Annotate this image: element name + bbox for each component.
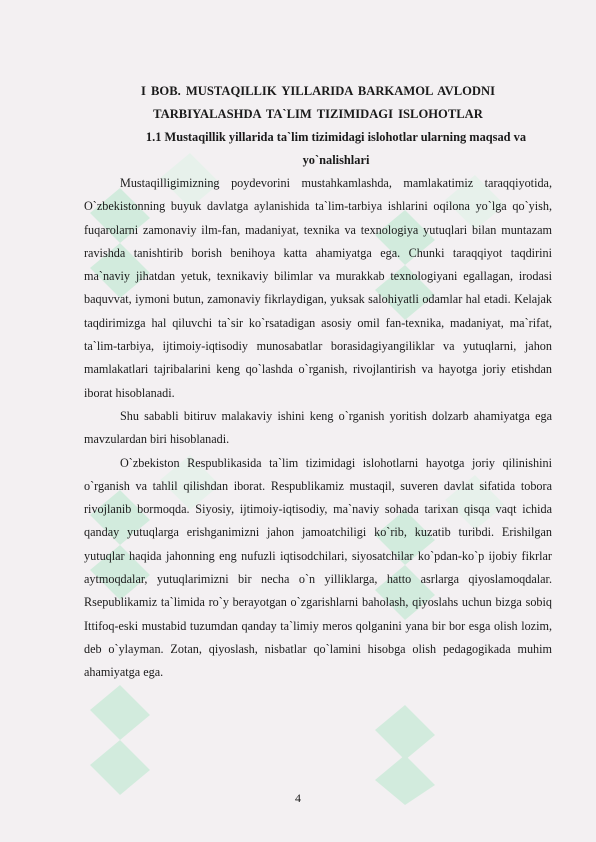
page-number: 4 <box>295 791 301 805</box>
section-title: 1.1 Mustaqillik yillarida ta`lim tizimidagi islohotlar ularning maqsad va yo`nalishlari <box>145 130 527 167</box>
chapter-title-line-2: TARBIYALASHDA TA`LIM TIZIMIDAGI ISLOHOTLAR <box>153 107 483 121</box>
document-body <box>84 80 552 685</box>
paragraph-2: Shu sababli bitiruv malakaviy ishini keng o`rganish yoritish dolzarb ahamiyatga ega mavzulardan biri hisoblanadi. <box>84 408 552 447</box>
chapter-title-line-1: I BOB. MUSTAQILLIK YILLARIDA BARKAMOL AVLODNI <box>140 84 496 98</box>
paragraph-1: Mustaqilligimizning poydevorini mustahkamlashda, mamlakatimiz taraqqiyotida, O`zbekistonning buyuk davlatga aylanishida ta`lim-tarbiya ishlarini oqilona yo`lga qo`yish, fuqarolarni zamonaviy ilm-fan, madaniyat, texnika va texnologiya yutuqlari bilan muntazam ravishda tanishtirib borish benihoya katta ahamiyatga ega. Chunki taraqqiyot taqdirini ma`naviy jihatdan yetuk, texnikaviy bilimlar va murakkab texnologiyani egallagan, irodasi baquvvat, iymoni butun, zamonaviy fikrlaydigan, yuksak salohiyatli odamlar hal etadi. Kelajak taqdirimizga hal qiluvchi ta`sir ko`rsatadigan asosiy omil fan-texnika, madaniyat, ma`rifat, ta`lim-tarbiya, ijtimoiy-iqtisodiy munosabatlar borasidagiyangiliklar va yutuqlarni, jahon mamlakatlari tajribalarini keng qo`lashda o`rganish, rivojlantirish va hayotga joriy etishdan iborat hisoblanadi. <box>84 176 552 400</box>
watermark-logo-icon <box>365 670 515 810</box>
paragraph-3: O`zbekiston Respublikasida ta`lim tizimidagi islohotlarni hayotga joriy qilinishini o`rganish va tahlil qilishdan iborat. Respublikamiz mustaqil, suveren davlat sifatida tobora rivojlanib bormoqda. Siyosiy, ijtimoiy-iqtisodiy, ma`naviy sohada tarixan qisqa vaqt ichida qanday yutuqlarga erishganimizni jahon jamoatchiligi ko`rib, kuzatib turibdi. Erishilgan yutuqlar haqida jahonning eng nufuzli iqtisodchilari, siyosatchilar ko`pdan-ko`p ijobiy fikrlar aytmoqdalar, yutuqlarimizni bir necha o`n yilliklarga, hatto asrlarga qiyoslamoqdalar. Rsepublikamiz ta`limida ro`y berayotgan o`zgarishlarni baholash, qiyoslahs uchun bizga sobiq Ittifoq-eski mustabid tuzumdan qanday ta`limiy meros qolganini yana bir bor esga olish lozim, deb o`ylayman. Zotan, qiyoslash, nisbatlar qo`lamini hisobga olish pedagogikada muhim ahamiyatga ega. <box>84 455 552 680</box>
